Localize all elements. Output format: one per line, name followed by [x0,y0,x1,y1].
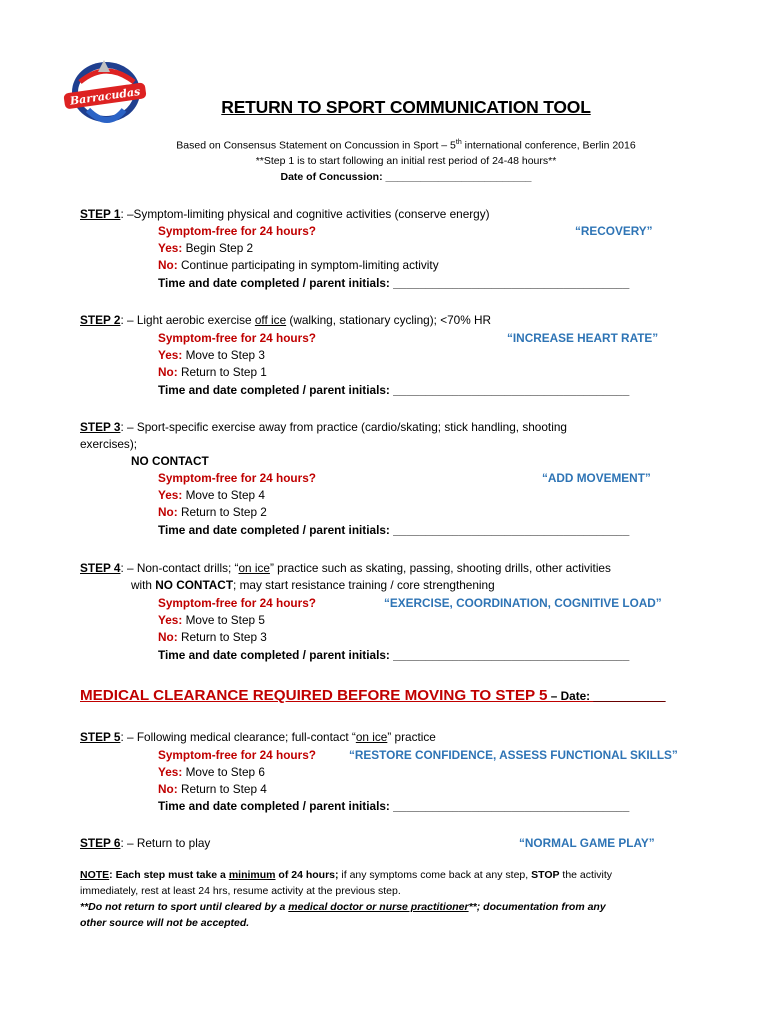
step4-header-cont: with NO CONTACT; may start resistance training / core strengthening [131,578,495,592]
date-of-concussion-field[interactable]: Date of Concussion: _________________________ [280,171,532,183]
step2-no: No: Return to Step 1 [158,365,267,379]
step3-header-cont: exercises); [80,437,138,451]
step5-yes: Yes: Move to Step 6 [158,765,265,779]
note-line-4: other source will not be accepted. [80,917,250,929]
step5-symptom-question: Symptom-free for 24 hours? [158,748,316,762]
step3-tag: “ADD MOVEMENT” [542,471,651,485]
step3-completed-field[interactable]: Time and date completed / parent initials: ____________________________________ [158,523,630,537]
step4-header: STEP 4: – Non-contact drills; “on ice” practice such as skating, passing, shooting drills, other activities [80,561,611,575]
step1-completed-field[interactable]: Time and date completed / parent initials: ____________________________________ [158,276,630,290]
step1-yes: Yes: Begin Step 2 [158,241,254,255]
rest-period-note: **Step 1 is to start following an initial rest period of 24-48 hours** [255,155,557,167]
step2-symptom-question: Symptom-free for 24 hours? [158,331,316,345]
medical-clearance-date-field[interactable]: – Date: ___________ [547,689,666,703]
step6-header: STEP 6: – Return to play [80,836,211,850]
step3-header: STEP 3: – Sport-specific exercise away from practice (cardio/skating; stick handling, shooting [80,420,567,434]
note-line-3: **Do not return to sport until cleared by a medical doctor or nurse practitioner**; documentation from any [80,901,606,913]
step4-symptom-question: Symptom-free for 24 hours? [158,596,316,610]
barracudas-logo [58,52,150,134]
step5-completed-field[interactable]: Time and date completed / parent initials: ____________________________________ [158,799,630,813]
step5-header: STEP 5: – Following medical clearance; full-contact “on ice” practice [80,730,436,744]
step3-no: No: Return to Step 2 [158,505,267,519]
step4-completed-field[interactable]: Time and date completed / parent initials: ____________________________________ [158,648,630,662]
svg-text:Barracudas: Barracudas [69,84,142,108]
step5-tag: “RESTORE CONFIDENCE, ASSESS FUNCTIONAL SKILLS” [349,748,678,762]
step1-no: No: Continue participating in symptom-limiting activity [158,258,439,272]
page-title: RETURN TO SPORT COMMUNICATION TOOL [221,97,591,117]
step4-no: No: Return to Step 3 [158,630,267,644]
step3-yes: Yes: Move to Step 4 [158,488,265,502]
step6-tag: “NORMAL GAME PLAY” [519,836,655,850]
step1-header: STEP 1: –Symptom-limiting physical and cognitive activities (conserve energy) [80,207,490,221]
step2-tag: “INCREASE HEART RATE” [507,331,659,345]
note-line-1: NOTE: Each step must take a minimum of 24 hours; if any symptoms come back at any step, STOP the activity [80,869,613,881]
step2-yes: Yes: Move to Step 3 [158,348,265,362]
medical-clearance-heading: MEDICAL CLEARANCE REQUIRED BEFORE MOVING TO STEP 5 – Date: ___________ [80,687,666,704]
step1-symptom-question: Symptom-free for 24 hours? [158,224,316,238]
step1-tag: “RECOVERY” [575,224,653,238]
note-line-2: immediately, rest at least 24 hrs, resume activity at the previous step. [80,885,401,897]
step3-symptom-question: Symptom-free for 24 hours? [158,471,316,485]
step2-header: STEP 2: – Light aerobic exercise off ice (walking, stationary cycling); <70% HR [80,313,492,327]
step3-no-contact: NO CONTACT [131,454,209,468]
step4-tag: “EXERCISE, COORDINATION, COGNITIVE LOAD” [384,596,662,610]
step4-yes: Yes: Move to Step 5 [158,613,265,627]
subtitle: Based on Consensus Statement on Concussion in Sport – 5th international conference, Berlin 2016 [176,139,636,152]
step5-no: No: Return to Step 4 [158,782,267,796]
step2-completed-field[interactable]: Time and date completed / parent initials: ____________________________________ [158,383,630,397]
